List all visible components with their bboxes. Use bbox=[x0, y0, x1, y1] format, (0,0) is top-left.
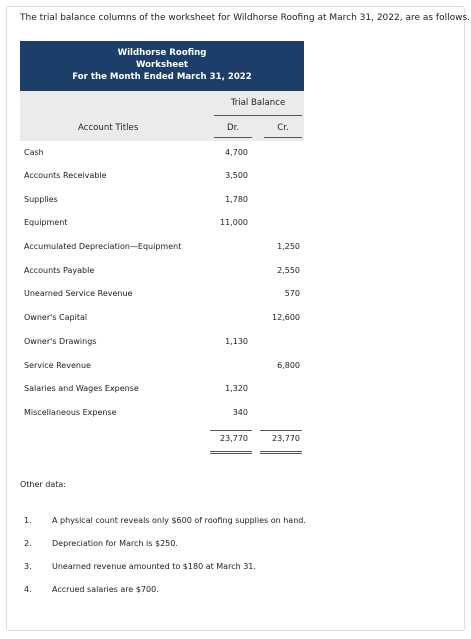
table-row bbox=[0, 266, 471, 280]
debit-total-rule bbox=[210, 430, 252, 431]
item-text: A physical count reveals only $600 of roofing supplies on hand. bbox=[52, 516, 306, 525]
worksheet-title: Worksheet bbox=[135, 60, 189, 70]
item-number: 3. bbox=[24, 562, 32, 571]
worksheet-period: For the Month Ended March 31, 2022 bbox=[72, 72, 252, 82]
credit-header: Cr. bbox=[277, 123, 289, 133]
account-name: Supplies bbox=[24, 195, 58, 204]
credit-header-underline bbox=[264, 137, 302, 138]
credit-total-rule bbox=[260, 430, 302, 431]
table-row bbox=[0, 195, 471, 209]
credit-amount: 2,550 bbox=[277, 266, 300, 275]
item-text: Unearned revenue amounted to $180 at March 31. bbox=[52, 562, 256, 571]
worksheet-header bbox=[20, 41, 304, 91]
credit-amount: 1,250 bbox=[277, 242, 300, 251]
account-titles-header: Account Titles bbox=[78, 123, 139, 133]
account-name: Unearned Service Revenue bbox=[24, 289, 133, 298]
debit-double-rule-2 bbox=[210, 453, 252, 454]
other-data-label: Other data: bbox=[20, 480, 66, 489]
account-name: Cash bbox=[24, 148, 44, 157]
debit-double-rule bbox=[210, 451, 252, 452]
item-number: 2. bbox=[24, 539, 32, 548]
account-name: Equipment bbox=[24, 218, 68, 227]
credit-amount: 12,600 bbox=[272, 313, 300, 322]
debit-amount: 3,500 bbox=[225, 171, 248, 180]
table-row bbox=[0, 148, 471, 162]
debit-amount: 4,700 bbox=[225, 148, 248, 157]
table-row bbox=[0, 218, 471, 232]
trial-balance-underline bbox=[214, 115, 302, 116]
account-name: Accounts Payable bbox=[24, 266, 95, 275]
company-name: Wildhorse Roofing bbox=[117, 48, 207, 58]
debit-header-underline bbox=[214, 137, 252, 138]
account-name: Accounts Receivable bbox=[24, 171, 107, 180]
credit-amount: 6,800 bbox=[277, 361, 300, 370]
table-row bbox=[0, 313, 471, 327]
table-row bbox=[0, 242, 471, 256]
account-name: Owner's Drawings bbox=[24, 337, 97, 346]
item-number: 4. bbox=[24, 585, 32, 594]
account-name: Owner's Capital bbox=[24, 313, 88, 322]
table-row bbox=[0, 171, 471, 185]
account-name: Salaries and Wages Expense bbox=[24, 384, 139, 393]
debit-amount: 1,130 bbox=[225, 337, 248, 346]
credit-double-rule bbox=[260, 451, 302, 452]
debit-amount: 11,000 bbox=[220, 218, 248, 227]
account-name: Accumulated Depreciation—Equipment bbox=[24, 242, 182, 251]
account-name: Service Revenue bbox=[24, 361, 91, 370]
item-number: 1. bbox=[24, 516, 32, 525]
item-text: Depreciation for March is $250. bbox=[52, 539, 178, 548]
table-row bbox=[0, 289, 471, 303]
credit-double-rule-2 bbox=[260, 453, 302, 454]
trial-balance-header bbox=[212, 92, 304, 116]
debit-header: Dr. bbox=[226, 123, 240, 133]
table-row bbox=[0, 408, 471, 422]
intro-text: The trial balance columns of the worksheet for Wildhorse Roofing at March 31, 2022, are as follows. bbox=[20, 13, 471, 23]
credit-total: 23,770 bbox=[272, 434, 300, 443]
table-row bbox=[0, 337, 471, 351]
account-name: Miscellaneous Expense bbox=[24, 408, 117, 417]
debit-amount: 1,320 bbox=[225, 384, 248, 393]
debit-total: 23,770 bbox=[220, 434, 248, 443]
credit-amount: 570 bbox=[284, 289, 300, 298]
debit-amount: 340 bbox=[232, 408, 248, 417]
trial-balance-label: Trial Balance bbox=[230, 98, 286, 108]
table-row bbox=[0, 361, 471, 375]
debit-amount: 1,780 bbox=[225, 195, 248, 204]
table-row bbox=[0, 384, 471, 398]
item-text: Accrued salaries are $700. bbox=[52, 585, 159, 594]
